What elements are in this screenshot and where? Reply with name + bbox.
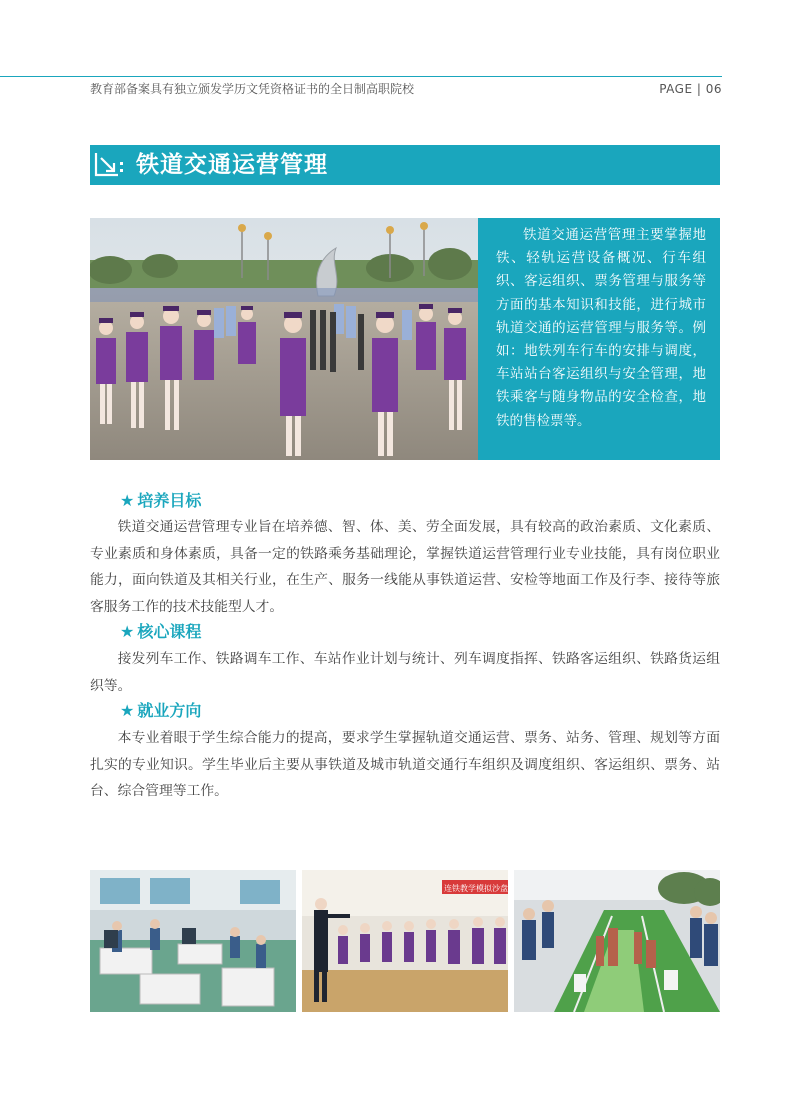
- rail-sandtable-model-photo: [514, 870, 720, 1012]
- page-number: PAGE | 06: [659, 82, 722, 96]
- school-tagline: 教育部备案具有独立颁发学历文凭资格证书的全日制高职院校: [90, 82, 415, 96]
- section-heading-label: 培养目标: [137, 491, 202, 510]
- students-formation-photo: [90, 218, 478, 460]
- arrow-down-right-icon: [92, 149, 124, 181]
- section-heading-courses: [120, 620, 201, 644]
- header-rule: [0, 76, 722, 77]
- section-heading-careers: [120, 699, 201, 723]
- section-heading-goals: [120, 489, 201, 513]
- star-icon: ★: [120, 491, 135, 510]
- section-heading-label: 核心课程: [137, 622, 202, 641]
- star-icon: ★: [120, 701, 135, 720]
- star-icon: ★: [120, 622, 135, 641]
- banner-text: 连铁教学模拟沙盘: [444, 884, 508, 893]
- page-title: 铁道交通运营管理: [136, 152, 328, 178]
- page-header: [90, 79, 722, 99]
- attendant-training-photo: [302, 870, 508, 1012]
- section-heading-label: 就业方向: [137, 701, 202, 720]
- section-body-goals: 铁道交通运营管理专业旨在培养德、智、体、美、劳全面发展，具有较高的政治素质、文化素质、专业素质和身体素质，具备一定的铁路乘务基础理论，掌握铁道运营管理行业专业技能，具有岗位职业能力，面向铁道及其相关行业，在生产、服务一线能从事铁道运营、安检等地面工作及行李、接待等旅客服务工作的技术技能型人才。: [90, 519, 720, 615]
- program-intro-text: 铁道交通运营管理主要掌握地铁、轻轨运营设备概况、行车组织、客运组织、票务管理与服务等方面的基本知识和技能，进行城市轨道交通的运营管理与服务等。例如：地铁列车行车的安排与调度，车站站台客运组织与安全管理，地铁乘客与随身物品的安全检查，地铁的售检票等。: [496, 227, 706, 429]
- workshop-training-photo: [90, 870, 296, 1012]
- section-body-careers: 本专业着眼于学生综合能力的提高，要求学生掌握轨道交通运营、票务、站务、管理、规划等方面扎实的专业知识。学生毕业后主要从事铁道及城市轨道交通行车组织及调度组织、客运组织、票务、站台、综合管理等工作。: [90, 730, 720, 799]
- program-intro-panel: [478, 218, 720, 460]
- section-body-courses: 接发列车工作、铁路调车工作、车站作业计划与统计、列车调度指挥、铁路客运组织、铁路货运组织等。: [90, 651, 720, 694]
- section-title-bar: [90, 145, 720, 185]
